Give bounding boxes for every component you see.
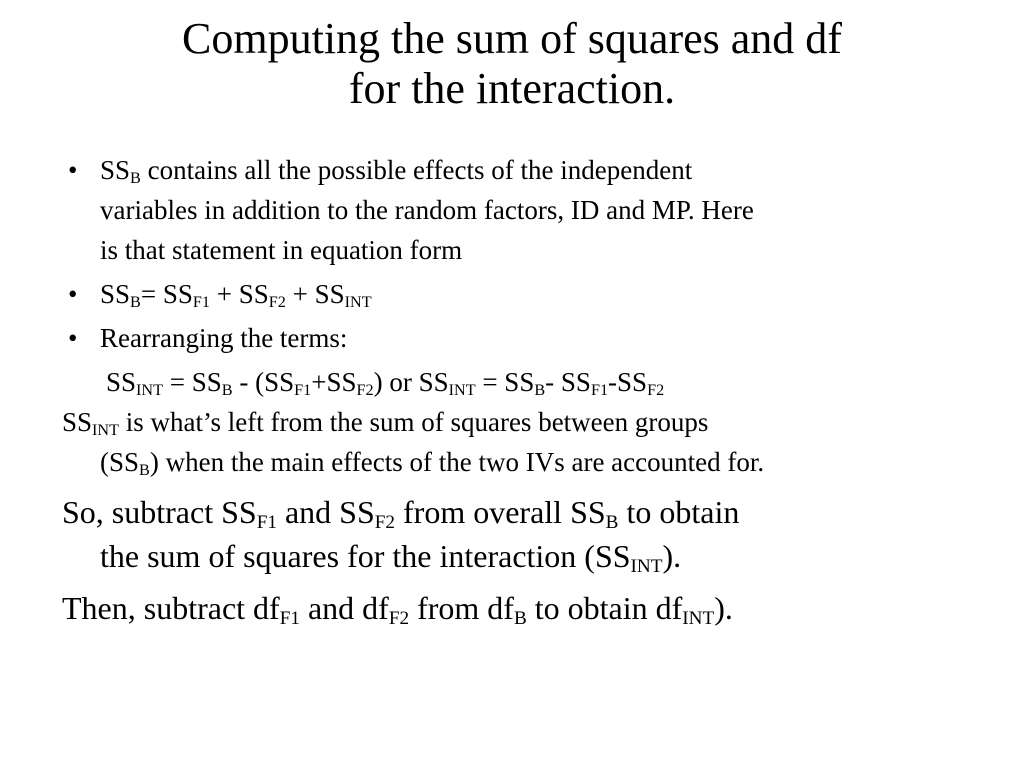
subscript: F1 (192, 293, 210, 312)
paragraph-subtract-df (62, 586, 982, 630)
text-run: -SS (608, 367, 648, 397)
text-run: + SS (209, 279, 269, 309)
subscript: INT (448, 381, 476, 400)
subscript: B (605, 511, 619, 533)
paragraph-subtract-ss (62, 490, 982, 578)
text-run: and SS (276, 494, 375, 530)
text-run: the sum of squares for the interaction (SS (100, 538, 631, 574)
subscript: INT (136, 381, 164, 400)
text-run: is what’s left from the sum of squares between groups (119, 407, 709, 437)
subscript: B (221, 381, 233, 400)
text-run: and df (299, 590, 389, 626)
subscript: F1 (590, 381, 609, 400)
subscript: F1 (279, 607, 300, 629)
text-run: SS (106, 367, 137, 397)
subscript: B (534, 381, 546, 400)
text-run: ). (714, 590, 733, 626)
slide-title (40, 14, 984, 114)
bullet-dot: • (68, 279, 78, 309)
text-run: (SS (100, 447, 140, 477)
text-run: ). (662, 538, 682, 574)
text-run: from df (409, 590, 514, 626)
text-run: +SS (311, 367, 357, 397)
subscript: F2 (268, 293, 286, 312)
subscript: F2 (647, 381, 665, 400)
text-run: contains all the possible effects of the independent (140, 155, 693, 185)
subscript: F2 (356, 381, 374, 400)
text-run: + SS (285, 279, 345, 309)
rearranged-equation (62, 362, 982, 402)
text-run: to obtain df (526, 590, 683, 626)
subscript: B (139, 461, 150, 480)
text-run: So, subtract SS (62, 494, 257, 530)
bullet-1-line-2: variables in addition to the random factors, ID and MP. Here (100, 195, 754, 225)
text-run: SS (100, 279, 131, 309)
text-run: = SS (163, 367, 222, 397)
subscript: B (130, 169, 141, 188)
bullet-dot: • (68, 323, 78, 353)
text-run: - (SS (232, 367, 295, 397)
bullet-rearranging (62, 318, 982, 358)
title-line-2: for the interaction. (348, 64, 676, 113)
title-line-1: Computing the sum of squares and df (182, 14, 842, 63)
subscript: B (513, 607, 527, 629)
subscript: INT (630, 555, 663, 577)
slide-body (62, 150, 982, 630)
text-run: = SS (140, 279, 193, 309)
bullet-ssb-equation (62, 274, 982, 314)
text-run: - SS (545, 367, 591, 397)
subscript: F2 (388, 607, 410, 629)
subscript: INT (682, 607, 715, 629)
text-run: SS (100, 155, 131, 185)
bullet-1-line-1 (100, 150, 982, 190)
subscript: F1 (256, 511, 277, 533)
text-run: = SS (475, 367, 535, 397)
text-run: Rearranging the terms: (100, 323, 348, 353)
bullet-dot: • (68, 155, 78, 185)
paragraph-ssint-explanation (62, 402, 982, 482)
text-run: from overall SS (395, 494, 606, 530)
bullet-1-line-3: is that statement in equation form (100, 235, 463, 265)
subscript: F1 (294, 381, 312, 400)
subscript: F2 (374, 511, 396, 533)
bullet-ssb-contains (62, 150, 982, 270)
text-run: ) when the main effects of the two IVs are accounted for. (149, 447, 765, 477)
subscript: B (130, 293, 141, 312)
text-run: SS (62, 407, 93, 437)
subscript: INT (344, 293, 372, 312)
text-run: Then, subtract df (62, 590, 280, 626)
subscript: INT (92, 421, 120, 440)
text-run: to obtain (618, 494, 740, 530)
text-run: ) or SS (373, 367, 449, 397)
